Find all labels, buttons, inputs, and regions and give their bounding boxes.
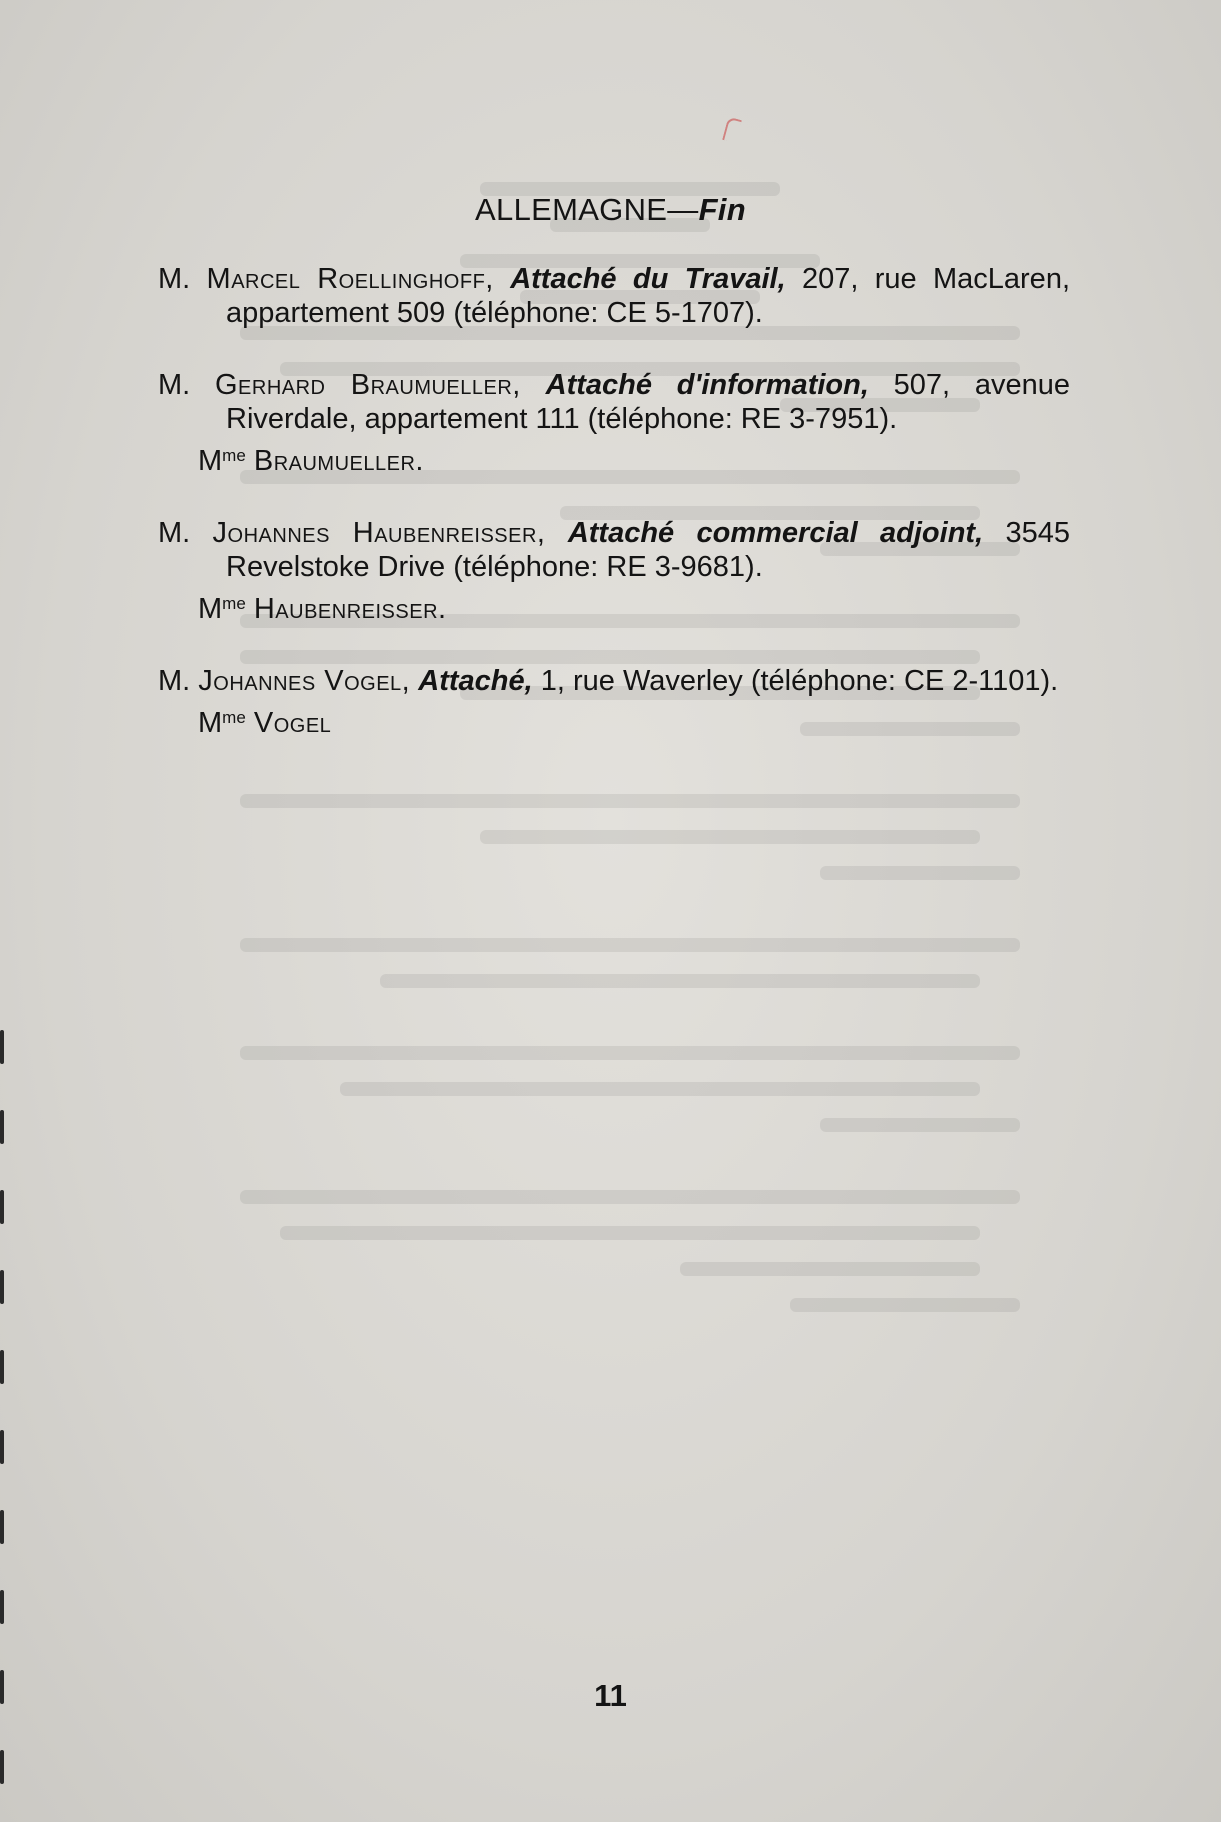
diplomat-role: Attaché, (418, 665, 533, 697)
pen-mark (722, 117, 742, 144)
diplomat-name: Johannes Haubenreisser, (212, 517, 546, 549)
diplomat-entry (158, 262, 1070, 330)
honorific: M. (158, 369, 191, 401)
spouse-title: M (198, 707, 223, 739)
spouse-line (158, 706, 1070, 740)
spouse-name: Vogel (253, 707, 332, 739)
diplomat-entry (158, 368, 1070, 478)
section-title-text: ALLEMAGNE— (475, 192, 699, 227)
spouse-line (158, 444, 1070, 478)
spouse-title-sup: me (222, 446, 246, 465)
diplomat-name: Marcel Roellinghoff, (206, 263, 494, 295)
diplomat-address: 3545 Revelstoke Drive (téléphone: RE 3-9681). (226, 517, 1070, 583)
spouse-name: Haubenreisser. (253, 593, 447, 625)
section-title (0, 192, 1221, 228)
diplomat-address: 507, avenue Riverdale, appartement 111 (téléphone: RE 3-7951). (226, 369, 1070, 435)
spouse-title-sup: me (222, 594, 246, 613)
diplomat-address: 207, rue MacLaren, appartement 509 (téléphone: CE 5-1707). (226, 263, 1070, 329)
diplomat-name: Gerhard Braumueller, (214, 369, 521, 401)
diplomat-address: 1, rue Waverley (téléphone: CE 2-1101). (540, 665, 1059, 697)
diplomat-line (158, 516, 1070, 584)
diplomat-entry (158, 664, 1070, 740)
spouse-title: M (198, 445, 223, 477)
diplomat-line (158, 368, 1070, 436)
diplomat-role: Attaché d'information, (545, 369, 869, 401)
section-title-suffix: Fin (698, 192, 746, 227)
spouse-line (158, 592, 1070, 626)
spouse-name: Braumueller. (253, 445, 424, 477)
diplomat-role: Attaché du Travail, (510, 263, 786, 295)
page-number: 11 (594, 1678, 627, 1713)
diplomat-line (158, 262, 1070, 330)
diplomat-line (158, 664, 1070, 698)
diplomat-entry (158, 516, 1070, 626)
honorific: M. (158, 665, 191, 697)
diplomat-role: Attaché commercial adjoint, (567, 517, 984, 549)
spouse-title-sup: me (222, 708, 246, 727)
spouse-title: M (198, 593, 223, 625)
honorific: M. (158, 517, 191, 549)
honorific: M. (158, 263, 191, 295)
diplomat-list (158, 262, 1070, 778)
diplomat-name: Johannes Vogel, (198, 665, 411, 697)
